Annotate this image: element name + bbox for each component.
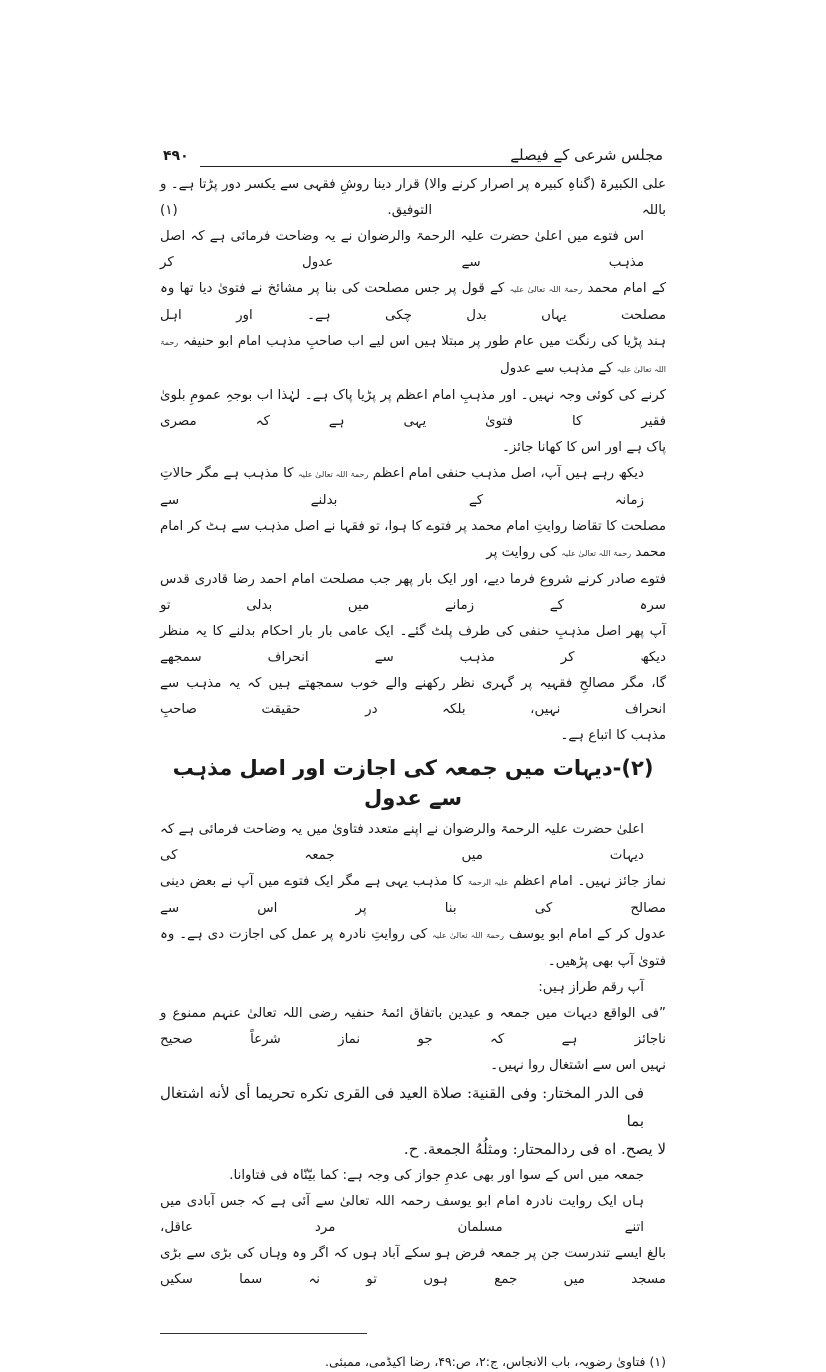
text-span: ہند پڑیا کی رنگت میں عام طور پر مبتلا ہیں اس لیے اب صاحبِ مذہب امام ابو حنیفہ [182, 334, 666, 349]
text-span: کی روایتِ نادرہ پر عمل کی اجازت دی ہے۔ وہ فتویٰ آپ بھی پڑھیں۔ [160, 927, 666, 969]
text-line: فتوے صادر کرنے شروع فرما دیے، اور ایک بار پھر جب مصلحت امام احمد رضا قادری قدس سرہ کے زمانے میں بدلی تو [160, 572, 666, 613]
text-span: دیکھ رہے ہیں آپ، اصل مذہب حنفی امام اعظم [372, 466, 644, 481]
arabic-line: لا یصح. اه فی ردالمحتار: ومثلُهُ الجمعة. ح. [403, 1140, 666, 1158]
quote-line: ”فی الواقع دیہات میں جمعہ و عیدین باتفاق ائمۂ حنفیہ رضی اللہ تعالیٰ عنہم ممنوع و ناجائز ہے کہ جو نماز شرعاً صحیح [160, 1006, 666, 1047]
text-line: مذہب کا اتباع ہے۔ [560, 728, 666, 743]
text-line: بالغ ایسے تندرست جن پر جمعہ فرض ہو سکے آباد ہوں کہ اگر وہ وہاں کی بڑی سے بڑی مسجد میں جمع ہوں تو نہ سما سکیں [160, 1246, 666, 1287]
text-line: آپ پھر اصل مذہبِ حنفی کی طرف پلٹ گئے۔ ایک عامی بار بار احکام بدلنے کا یہ منظر دیکھ کر مذہب سے انحراف سمجھے [160, 624, 666, 665]
honorific-ligature: رحمۃ اللہ تعالیٰ علیہ [160, 338, 666, 374]
text-line [160, 461, 666, 514]
text-line: کرنے کی کوئی وجہ نہیں۔ اور مذہبِ امام اعظم پر پڑیا پاک ہے۔ لہٰذا اب بوجہِ عمومِ بلویٰ فقیر کا فتویٰ یہی ہے کہ مصری [160, 388, 666, 429]
honorific-ligature: رحمۃ اللہ تعالیٰ علیہ [561, 549, 632, 558]
text-line: آپ رقم طراز ہیں: [538, 980, 644, 995]
text-span: نماز جائز نہیں۔ امام اعظم [513, 874, 666, 889]
text-line: علی الکبیرۃ (گناہِ کبیرہ پر اصرار کرنے والا) قرار دینا روشِ فقہی سے یکسر دور پڑتا ہے۔ و باللہ التوفیق. (۱) [160, 177, 666, 218]
text-span: کے مذہب سے عدول [500, 361, 613, 376]
honorific-ligature: رحمۃ اللہ تعالیٰ علیہ [297, 470, 369, 479]
text-line [160, 329, 666, 383]
text-span: کی روایت پر [486, 545, 557, 560]
page-body [160, 172, 666, 1372]
text-line: اس فتوے میں اعلیٰ حضرت علیہ الرحمۃ والرضوان نے یہ وضاحت فرمائی ہے کہ اصل مذہب سے عدول کر [160, 229, 644, 270]
text-span: کا مذہب ہے مگر حالاتِ زمانہ کے بدلنے سے [160, 466, 644, 508]
arabic-line: فی الدر المختار: وفی القنیة: صلاة العید فی القری تکره تحریما أی لأنه اشتغال بما [160, 1084, 644, 1130]
quote-line: نہیں اس سے اشتغال روا نہیں۔ [490, 1058, 666, 1073]
honorific-ligature: رحمۃ اللہ تعالیٰ علیہ [432, 931, 504, 940]
text-span: کے قول پر جس مصلحت کی بنا پر مشائخ نے فتویٰ دیا تھا وہ مصلحت یہاں بدل چکی ہے۔ اور اہل [160, 281, 666, 323]
text-line: اعلیٰ حضرت علیہ الرحمۃ والرضوان نے اپنے متعدد فتاویٰ میں یہ وضاحت فرمائی ہے کہ دیہات میں جمعہ کی [160, 822, 644, 863]
text-span: مصلحت کا تقاضا روایتِ امام محمد پر فتوے کا ہوا، تو فقہا نے اصل مذہب سے ہٹ کر امام محمد [160, 519, 666, 560]
footnote: (۱) فتاویٰ رضویہ، باب الانجاس، ج:۲، ص:۴۹، رضا اکیڈمی، ممبئی. [325, 1354, 666, 1369]
text-line: جمعہ میں اس کے سوا اور بھی عدمِ جواز کی وجہ ہے: کما بیّنّاہ فی فتاوانا. [229, 1168, 644, 1183]
honorific-ligature: رحمۃ اللہ تعالیٰ علیہ [509, 285, 583, 294]
text-line: گا، مگر مصالحِ فقہیہ پر گہری نظر رکھنے والے خوب سمجھتے ہیں کہ یہ مذہب سے انحراف نہیں، بلکہ در حقیقت صاحبِ [160, 676, 666, 717]
text-line [160, 276, 666, 329]
text-line: پاک ہے اور اس کا کھانا جائز۔ [502, 440, 666, 455]
honorific-ligature: علیہ الرحمۃ [467, 878, 509, 887]
page-number: ۴۹۰ [163, 148, 189, 164]
text-line [160, 514, 666, 567]
text-line: ہاں ایک روایت نادرہ امام ابو یوسف رحمہ اللہ تعالیٰ سے آئی ہے کہ جس آبادی میں اتنے مسلمان مرد عاقل، [160, 1194, 644, 1235]
footnote-rule [160, 1333, 367, 1334]
book-title: مجلس شرعی کے فیصلے [510, 146, 663, 164]
text-span: کا مذہب یہی ہے مگر ایک فتوے میں آپ نے بعض دینی مصالح کی بنا پر اس سے [160, 874, 666, 916]
footnotes [160, 1333, 666, 1372]
text-span: عدول کر کے امام ابو یوسف [508, 927, 666, 942]
section-heading: (۲)-دیہات میں جمعہ کی اجازت اور اصل مذہب سے عدول [172, 756, 654, 810]
text-span: کے امام محمد [587, 281, 667, 296]
text-line [160, 869, 666, 922]
header-rule [200, 166, 561, 167]
text-line [160, 922, 666, 975]
